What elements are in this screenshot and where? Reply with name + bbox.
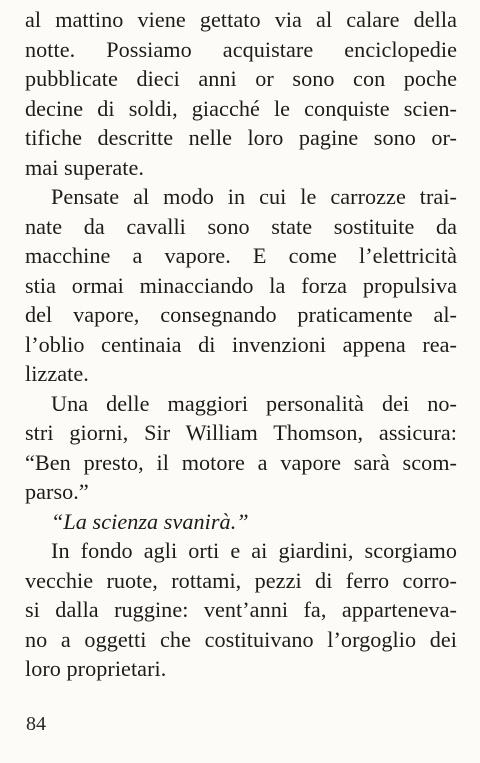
- page-number: 84: [26, 713, 46, 735]
- text-line-italic-quote: “La scienza svanirà.”: [51, 508, 249, 534]
- text-line: parso.”: [25, 479, 89, 504]
- text-line: decine di soldi, giacché le conquiste scien-: [25, 95, 457, 121]
- text-line: del vapore, consegnando praticamente al-: [25, 302, 457, 327]
- text-line: lizzate.: [25, 361, 89, 386]
- text-line: si dalla ruggine: vent’anni fa, apparteneva-: [25, 597, 457, 622]
- text-line: notte. Possiamo acquistare enciclopedie: [25, 36, 457, 62]
- text-line: stia ormai minacciando la forza propulsiva: [25, 272, 457, 298]
- text-line: l’oblio centinaia di invenzioni appena rea-: [25, 331, 457, 357]
- text-line: “Ben presto, il motore a vapore sarà scom-: [25, 449, 457, 475]
- text-line: Pensate al modo in cui le carrozze trai-: [51, 184, 457, 209]
- text-line: loro proprietari.: [25, 656, 167, 681]
- text-line: Una delle maggiori personalità dei no-: [51, 390, 457, 416]
- book-page-text: [25, 5, 457, 684]
- text-line: pubblicate dieci anni or sono con poche: [25, 66, 457, 91]
- text-line: vecchie ruote, rottami, pezzi di ferro corro-: [25, 567, 457, 593]
- text-line: mai superate.: [25, 154, 144, 180]
- text-line: tifiche descritte nelle loro pagine sono or-: [25, 125, 457, 150]
- text-line: macchine a vapore. E come l’elettricità: [25, 243, 457, 268]
- text-line: stri giorni, Sir William Thomson, assicura:: [25, 420, 457, 445]
- text-line: al mattino viene gettato via al calare della: [25, 7, 457, 32]
- text-line: In fondo agli orti e ai giardini, scorgiamo: [51, 538, 457, 563]
- text-line: nate da cavalli sono state sostituite da: [25, 213, 457, 239]
- text-line: no a oggetti che costituivano l’orgoglio dei: [25, 626, 457, 652]
